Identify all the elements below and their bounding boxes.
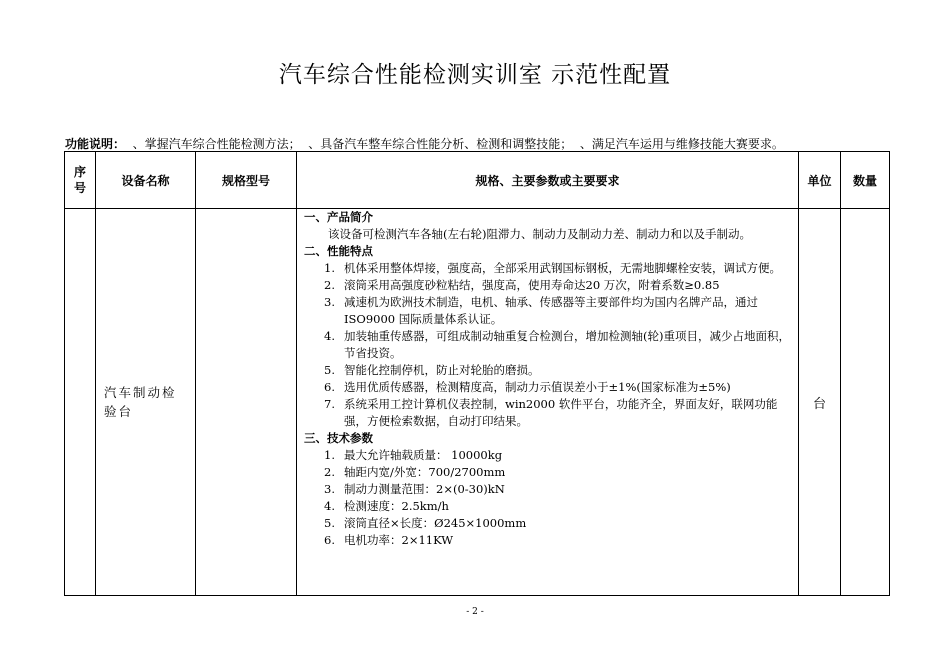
spec-table (64, 151, 890, 596)
cell-unit: 台 (799, 209, 841, 596)
list-item: 2. 滚筒采用高强度砂粒粘结，强度高，使用寿命达20 万次，附着系数≥0.85 (324, 278, 720, 292)
list-item: 1. 最大允许轴载质量： 10000kg (324, 448, 503, 462)
table-header-row (65, 152, 890, 209)
document-title: 汽车综合性能检测实训室 示范性配置 (278, 62, 672, 88)
list-item: 3. 减速机为欧洲技术制造，电机、轴承、传感器等主要部件均为国内名牌产品，通过 ISO9000 国际质量体系认证。 (324, 295, 758, 326)
list-item: 4. 加装轴重传感器，可组成制动轴重复合检测台，增加检测轴(轮)重项目，减少占地面积，节省投资。 (324, 329, 790, 360)
tech-params-list (304, 447, 792, 549)
header-device-name: 设备名称 (96, 152, 196, 209)
section-features-title: 二、性能特点 (304, 244, 373, 258)
section-intro-text: 该设备可检测汽车各轴(左右轮)阻滞力、制动力及制动力差、制动力和以及手制动。 (328, 227, 751, 241)
list-item: 6. 电机功率：2×11KW (324, 533, 454, 547)
list-item: 1. 机体采用整体焊接，强度高，全部采用武钢国标钢板，无需地脚螺栓安装，调试方便。 (324, 261, 781, 275)
table-row (65, 209, 890, 596)
list-item: 4. 检测速度：2.5km/h (324, 499, 449, 513)
header-model: 规格型号 (196, 152, 297, 209)
header-qty: 数量 (841, 152, 890, 209)
cell-device-name: 汽车制动检验台 (96, 209, 196, 596)
cell-spec (297, 209, 799, 596)
cell-qty (841, 209, 890, 596)
page-number: - 2 - (466, 607, 484, 617)
cell-seq (65, 209, 96, 596)
header-spec: 规格、主要参数或主要要求 (297, 152, 799, 209)
list-item: 3. 制动力测量范围：2×(0-30)kN (324, 482, 505, 496)
section-intro-title: 一、产品简介 (304, 210, 373, 224)
list-item: 6. 选用优质传感器，检测精度高，制动力示值误差小于±1%(国家标准为±5%) (324, 380, 731, 394)
cell-model (196, 209, 297, 596)
features-list (304, 260, 792, 430)
list-item: 5. 滚筒直径×长度：Ø245×1000mm (324, 516, 527, 530)
function-text: 、掌握汽车综合性能检测方法； 、具备汽车整车综合性能分析、检测和调整技能； 、满足汽车运用与维修技能大赛要求。 (125, 137, 784, 151)
list-item: 5. 智能化控制停机，防止对轮胎的磨损。 (324, 363, 540, 377)
function-label: 功能说明： (65, 137, 126, 151)
header-seq: 序 号 (65, 152, 96, 209)
list-item: 7. 系统采用工控计算机仪表控制，win2000 软件平台，功能齐全，界面友好，联网功能强，方便检索数据，自动打印结果。 (324, 397, 778, 428)
section-tech-title: 三、技术参数 (304, 431, 373, 445)
list-item: 2. 轴距内宽/外宽：700/2700mm (324, 465, 506, 479)
function-description (65, 135, 784, 152)
header-unit: 单位 (799, 152, 841, 209)
